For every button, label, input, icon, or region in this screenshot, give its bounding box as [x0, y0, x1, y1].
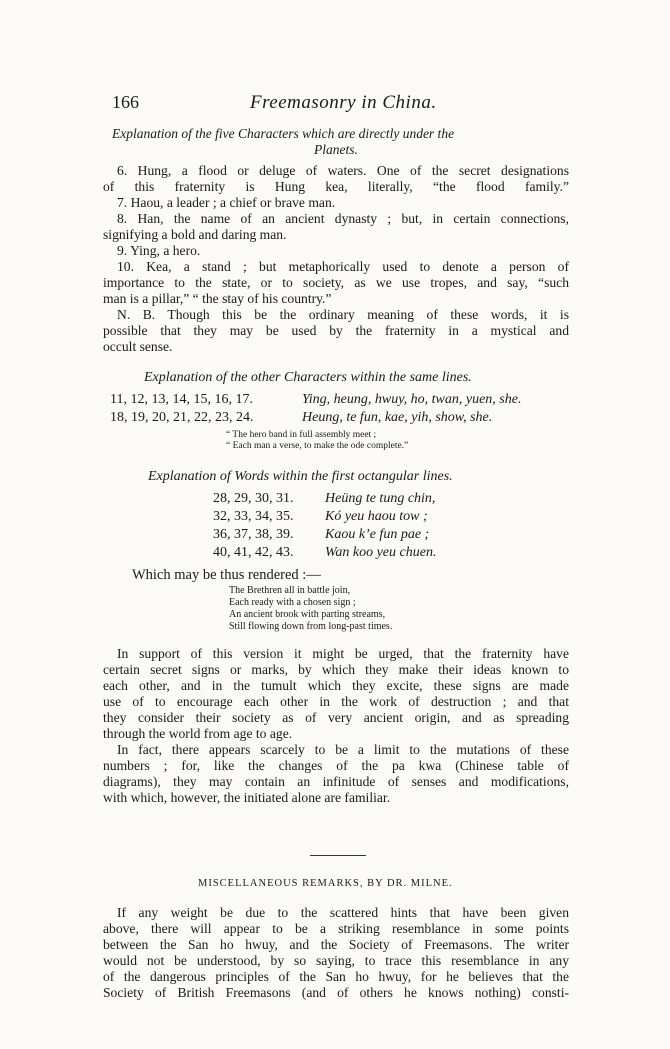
- line: certain secret signs or marks, by which they make their ideas known to: [103, 662, 569, 677]
- line: diagrams), they may contain an infinitude of senses and modifications,: [103, 774, 569, 789]
- octangular-row: 28, 29, 30, 31.: [213, 491, 294, 506]
- line: signifying a bold and daring man.: [103, 227, 287, 242]
- line: with which, however, the initiated alone are familiar.: [103, 790, 391, 805]
- line: Society of British Freemasons (and of others he knows nothing) consti-: [103, 985, 569, 1000]
- section1-heading-line1: Explanation of the five Characters which are directly under the: [112, 126, 455, 141]
- running-title: Freemasonry in China.: [250, 92, 437, 113]
- octangular-words: Heüng te tung chin,: [325, 491, 436, 506]
- quote-line-2: “ Each man a verse, to make the ode complete.”: [226, 441, 409, 451]
- line: If any weight be due to the scattered hints that have been given: [117, 905, 569, 920]
- section3-heading: Explanation of Words within the first octangular lines.: [148, 469, 453, 484]
- section2-row2-words: Heung, te fun, kae, yih, show, she.: [302, 410, 493, 425]
- octangular-words: Wan koo yeu chuen.: [325, 545, 437, 560]
- line: In fact, there appears scarcely to be a limit to the mutations of these: [117, 742, 569, 757]
- line: In support of this version it might be urged, that the fraternity have: [117, 646, 569, 661]
- misc-heading: MISCELLANEOUS REMARKS, BY DR. MILNE.: [198, 878, 453, 889]
- line: man is a pillar,” “ the stay of his country.”: [103, 291, 332, 306]
- line: occult sense.: [103, 339, 173, 354]
- line: of this fraternity is Hung kea, literally, “the flood family.”: [103, 179, 569, 194]
- section1-body: [103, 163, 569, 355]
- section-divider: [310, 855, 366, 856]
- line: 6. Hung, a flood or deluge of waters. One of the secret designations: [117, 163, 569, 178]
- verse-line-1: The Brethren all in battle join,: [229, 585, 351, 596]
- octangular-words: Kó yeu haou tow ;: [325, 509, 428, 524]
- section2-row1-numbers: 11, 12, 13, 14, 15, 16, 17.: [110, 392, 253, 407]
- line: 9. Ying, a hero.: [117, 243, 201, 258]
- verse-line-4: Still flowing down from long-past times.: [229, 621, 393, 632]
- rendered-intro: Which may be thus rendered :—: [132, 567, 321, 583]
- line: they consider their society as of very ancient origin, and as spreading: [103, 710, 569, 725]
- verse-line-2: Each ready with a chosen sign ;: [229, 597, 356, 608]
- verse-line-3: An ancient brook with parting streams,: [229, 609, 386, 620]
- line: use of to encourage each other in the work of destruction ; and that: [103, 694, 569, 709]
- line: each other, and in the tumult which they excite, these signs are made: [103, 678, 569, 693]
- line: between the San ho hwuy, and the Society of Freemasons. The writer: [103, 937, 569, 952]
- page-number: 166: [112, 92, 139, 112]
- octangular-words: Kaou k’e fun pae ;: [325, 527, 430, 542]
- line: above, there will appear to be a striking resemblance in some points: [103, 921, 569, 936]
- line: of the dangerous principles of the San ho hwuy, for he believes that the: [103, 969, 569, 984]
- octangular-row: 32, 33, 34, 35.: [213, 509, 294, 524]
- quote-line-1: “ The hero band in full assembly meet ;: [226, 430, 377, 440]
- line: numbers ; for, like the changes of the pa kwa (Chinese table of: [103, 758, 569, 773]
- line: importance to the state, or to society, as we use tropes, and say, “such: [103, 275, 569, 290]
- section2-heading: Explanation of the other Characters within the same lines.: [144, 370, 472, 385]
- line: through the world from age to age.: [103, 726, 293, 741]
- line: 10. Kea, a stand ; but metaphorically used to denote a person of: [117, 259, 569, 274]
- section1-heading-line2: Planets.: [314, 142, 358, 157]
- section4-body: [103, 646, 569, 806]
- line: 7. Haou, a leader ; a chief or brave man.: [117, 195, 336, 210]
- octangular-row: 40, 41, 42, 43.: [213, 545, 294, 560]
- line: would not be understood, by so saying, to trace this resemblance in any: [103, 953, 569, 968]
- line: N. B. Though this be the ordinary meaning of these words, it is: [117, 307, 569, 322]
- octangular-row: 36, 37, 38, 39.: [213, 527, 294, 542]
- line: 8. Han, the name of an ancient dynasty ; but, in certain connections,: [117, 211, 569, 226]
- line: possible that they may be used by the fraternity in a mystical and: [103, 323, 569, 338]
- section2-row2-numbers: 18, 19, 20, 21, 22, 23, 24.: [110, 410, 254, 425]
- section5-body: [103, 905, 569, 1001]
- section2-row1-words: Ying, heung, hwuy, ho, twan, yuen, she.: [302, 392, 522, 407]
